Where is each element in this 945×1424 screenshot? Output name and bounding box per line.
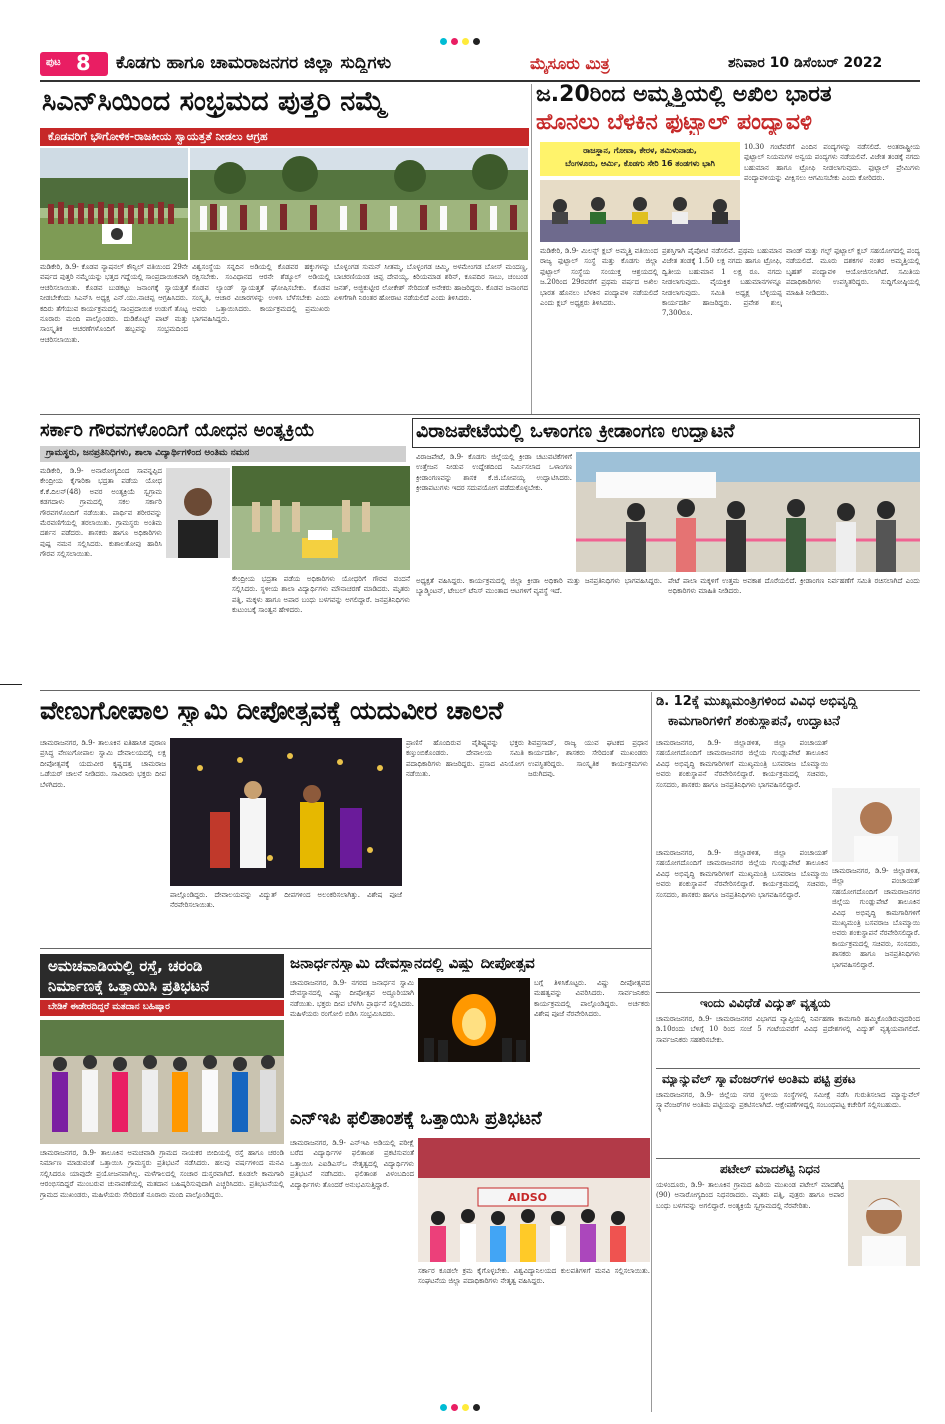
row-rule-6 [656,1158,920,1159]
a1-col-3: ಬೊಳ್ಳಂಗಡ ಸುಮನ್ ಸೀತಮ್ಮ, ಬೊಳ್ಳಂಗಡ ಚಿಮ್ಮಿ, ಅಳಮೇಂಗಡ ಬೋಸ್ ಮಂದಣ್ಣ, ಬಾಚರಣಿಯಂಡ ಚಿಪ್ಪ ದೇವಯ್ಯ, ಕಿರಿಯಮಾಡ ಶರಿನ್, ಕೂಪದಿರ ಸಾಬು, ಚಂಬಂಡ ಜನತ್, ಅಜ್ಜಿಕುಟ್ಟೀರ ಲೋಕೇಶ್ ಸೇರಿದಂತೆ ಅನೇಕರು ಹಾಜರಿದ್ದರು. ಕೊಡವ ಜನಾಂಗದ ಏಳಿಗೆಗಾಗಿ ನಿರಂತರ ಹೋರಾಟ ನಡೆಯಲಿದೆ ಎಂದು ತಿಳಿಸಿದರು. [334,263,528,303]
mark-black [473,1404,480,1411]
a11-body: ಚಾಮರಾಜನಗರ, ಡಿ.9- ಜಿಲ್ಲೆಯ ನಗರ ಸ್ಥಳೀಯ ಸಂಸ್ಥೆಗಳಲ್ಲಿ ಸಮೀಕ್ಷೆ ನಡೆಸಿ ಗುರುತಿಸಲಾದ ಮ್ಯಾನ್ಯುವೆಲ್ ಸ್ಕ್ಯಾವೆಂಜರ್‌ಗಳ ಅಂತಿಮ ಪಟ್ಟಿಯನ್ನು ಪ್ರಕಟಿಸಲಾಗಿದೆ. ಆಕ್ಷೇಪಣೆಗಳಿದ್ದಲ್ಲಿ ಸಂಬಂಧಪಟ್ಟ ಕಚೇರಿಗೆ ಸಲ್ಲಿಸಬಹುದು. [656,1091,920,1110]
a4-col-3: ಪೇಟೆ ಪಾಲಾ ಮಕ್ಕಳಿಗೆ ಉತ್ತಮ ಅವಕಾಶ ದೊರೆಯಲಿದೆ. ಕ್ರೀಡಾಂಗಣ ನಿರ್ವಹಣೆಗೆ ಸಮಿತಿ ರಚಿಸಲಾಗಿದೆ ಎಂದು ಅಧಿಕಾರಿಗಳು ಮಾಹಿತಿ ನೀಡಿದರು. [668,577,920,596]
a7-headline-2: ನಿರ್ಮಾಣಕ್ಕೆ ಒತ್ತಾಯಿಸಿ ಪ್ರತಿಭಟನೆ [48,977,210,995]
a2-col-4: ವಾಂಡ್ ಮತ್ತು ಗಲ್ಫ್ ಫುಟ್ಬಾಲ್ ಕ್ಲಬ್ ಸಹಯೋಗದಲ್ಲಿ ಪಂದ್ಯ ನಡೆಯಲಿದೆ. ಮೂರು ದಶಕಗಳ ನಂತರ ಅಮ್ಮತ್ತಿಯಲ್ಲಿ ಬೃಹತ್ ಪಂದ್ಯಾವಳಿ ಆಯೋಜಿಸಲಾಗಿದೆ. ಸಮಿತಿಯ ಪದಾಧಿಕಾರಿಗಳು ಉಪಸ್ಥಿತರಿದ್ದರು. ಸುದ್ದಿಗೋಷ್ಠಿಯಲ್ಲಿ ಮಾಹಿತಿ ನೀಡಿದರು. [786,247,920,297]
row-rule-5 [656,1068,920,1069]
page-label: ಪುಟ [46,57,61,68]
a7-band: ಬೇಡಿಕೆ ಈಡೇರದಿದ್ದರೆ ಮತದಾನ ಬಹಿಷ್ಕಾರ [40,1000,284,1016]
a5-col-4: ಶಿವಪ್ರಸಾದ್, ರಾಜ್ಯ ಯುವ ಘಟಕದ ಪ್ರಧಾನ ಕಾರ್ಯದರ್ಶಿ, ಶಾಸಕರು ಸೇರಿದಂತೆ ಮುಖಂಡರು ಉಪಸ್ಥಿತರಿದ್ದರು. ಸಾಂಸ್ಕೃತಿಕ ಕಾರ್ಯಕ್ರಮಗಳು ಜರುಗಿದವು. [528,739,648,779]
row-rule-4 [656,992,920,993]
a7-photo [40,1020,284,1144]
a12-headline: ಪಟೇಲ್ ಮಾದಶೆಟ್ಟಿ ನಿಧನ [720,1162,820,1176]
a5-headline: ವೇಣುಗೋಪಾಲ ಸ್ವಾಮಿ ದೀಪೋತ್ಸವಕ್ಕೆ ಯದುವೀರ ಚಾಲನೆ [40,696,504,725]
section-title: ಕೊಡಗು ಹಾಗೂ ಚಾಮರಾಜನಗರ ಜಿಲ್ಲಾ ಸುದ್ದಿಗಳು [116,53,392,73]
a7-body: ಚಾಮರಾಜನಗರ, ಡಿ.9- ತಾಲೂಕಿನ ಅಮಚವಾಡಿ ಗ್ರಾಮದ ನಾಯಕರ ಬೀದಿಯಲ್ಲಿ ರಸ್ತೆ ಹಾಗೂ ಚರಂಡಿ ನಿರ್ಮಾಣ ಮಾಡುವಂತೆ ಒತ್ತಾಯಿಸಿ ಗ್ರಾಮಸ್ಥರು ಪ್ರತಿಭಟನೆ ನಡೆಸಿದರು. ಹಲವು ವರ್ಷಗಳಿಂದ ಮನವಿ ಸಲ್ಲಿಸಿದರೂ ಯಾವುದೇ ಪ್ರಯೋಜನವಾಗಿಲ್ಲ. ಮಳೆಗಾಲದಲ್ಲಿ ಸಂಚಾರ ದುಸ್ತರವಾಗಿದೆ. ಕೂಡಲೇ ಕಾಮಗಾರಿ ಆರಂಭಿಸದಿದ್ದರೆ ಮುಂಬರುವ ಚುನಾವಣೆಯಲ್ಲಿ ಮತದಾನ ಬಹಿಷ್ಕರಿಸುವುದಾಗಿ ಎಚ್ಚರಿಸಿದರು. ಪ್ರತಿಭಟನೆಯಲ್ಲಿ ಗ್ರಾಮದ ಮುಖಂಡರು, ಮಹಿಳೆಯರು ಸೇರಿದಂತೆ ನೂರಾರು ಮಂದಿ ಪಾಲ್ಗೊಂಡಿದ್ದರು. [40,1149,284,1199]
page-number: 8 [76,51,91,75]
a4-photo-art [576,452,920,572]
a12-portrait [848,1180,920,1266]
a1-col-2: ವಿಶ್ವಸಂಸ್ಥೆಯ ಸನ್ನದಿನ ಅಡಿಯಲ್ಲಿ ಕೊಡವರ ಹಕ್ಕುಗಳನ್ನು ರಕ್ಷಿಸಬೇಕು. ಸಂವಿಧಾನದ ಆರನೇ ಶೆಡ್ಯೂಲ್ ಅಡಿಯಲ್ಲಿ ಕೊಡವ ಲ್ಯಾಂಡ್ ಸ್ವಾಯತ್ತತೆ ಘೋಷಿಸಬೇಕು. ಕೊಡವ ಸಂಸ್ಕೃತಿ, ಆಚಾರ ವಿಚಾರಗಳನ್ನು ಉಳಿಸಿ ಬೆಳೆಸಬೇಕು ಎಂದು ಅವರು ಒತ್ತಾಯಿಸಿದರು. ಕಾರ್ಯಕ್ರಮದಲ್ಲಿ ಪ್ರಮುಖರು ಭಾಗವಹಿಸಿದ್ದರು. [192,263,330,324]
a7-photo-art [40,1020,284,1144]
a6-body-cont-2: ಚಾಮರಾಜನಗರ, ಡಿ.9- ಜಿಲ್ಲಾಡಳಿತ, ಜಿಲ್ಲಾ ಪಂಚಾಯತ್ ಸಹಯೋಗದೊಂದಿಗೆ ಚಾಮರಾಜನಗರ ಜಿಲ್ಲೆಯ ಗುಂಡ್ಲುಪೇಟೆ ತಾಲೂಕಿನ ವಿವಿಧ ಅಭಿವೃದ್ಧಿ ಕಾಮಗಾರಿಗಳಿಗೆ ಮುಖ್ಯಮಂತ್ರಿ ಬಸವರಾಜ ಬೊಮ್ಮಾಯಿ ಅವರು ಶಂಕುಸ್ಥಾಪನೆ ನೆರವೇರಿಸಲಿದ್ದಾರೆ. ಕಾರ್ಯಕ್ರಮದಲ್ಲಿ ಸಚಿವರು, ಸಂಸದರು, ಶಾಸಕರು ಹಾಗೂ ಜನಪ್ರತಿನಿಧಿಗಳು ಭಾಗವಹಿಸಲಿದ್ದಾರೆ. [832,867,920,969]
a2-col-2: ಮಡಿಕೇರಿ, ಡಿ.9- ಮಿಲನ್ಸ್ ಕ್ಲಬ್ ಅಮ್ಮತ್ತಿ ವತಿಯಿಂದ ರಾಜ್ಯ ಫುಟ್ಬಾಲ್ ಸಂಸ್ಥೆ ಮತ್ತು ಕೊಡಗು ಜಿಲ್ಲಾ ಫುಟ್ಬಾಲ್ ಸಂಸ್ಥೆಯ ಸಂಯುಕ್ತ ಆಶ್ರಯದಲ್ಲಿ ಜ.20ರಿಂದ 29ರವರೆಗೆ ಪ್ರಥಮ ವರ್ಷದ ಅಖಿಲ ಭಾರತ ಹೊನಲು ಬೆಳಕಿನ ಪಂದ್ಯಾವಳಿ ನಡೆಯಲಿದೆ ಎಂದು ಕ್ಲಬ್ ಅಧ್ಯಕ್ಷರು ತಿಳಿಸಿದರು. [540,247,658,308]
a7-headline-1: ಅಮಚವಾಡಿಯಲ್ಲಿ ರಸ್ತೆ, ಚರಂಡಿ [48,957,203,975]
a12-portrait-art [848,1180,920,1266]
column-divider-2 [651,692,652,1412]
a2-photo [540,180,740,242]
mark-yellow [462,1404,469,1411]
a3-headline: ಸರ್ಕಾರಿ ಗೌರವಗಳೊಂದಿಗೆ ಯೋಧನ ಅಂತ್ಯಕ್ರಿಯೆ [40,420,315,441]
a6-body-cont: ಚಾಮರಾಜನಗರ, ಡಿ.9- ಜಿಲ್ಲಾಡಳಿತ, ಜಿಲ್ಲಾ ಪಂಚಾಯತ್ ಸಹಯೋಗದೊಂದಿಗೆ ಚಾಮರಾಜನಗರ ಜಿಲ್ಲೆಯ ಗುಂಡ್ಲುಪೇಟೆ ತಾಲೂಕಿನ ವಿವಿಧ ಅಭಿವೃದ್ಧಿ ಕಾಮಗಾರಿಗಳಿಗೆ ಮುಖ್ಯಮಂತ್ರಿ ಬಸವರಾಜ ಬೊಮ್ಮಾಯಿ ಅವರು ಶಂಕುಸ್ಥಾಪನೆ ನೆರವೇರಿಸಲಿದ್ದಾರೆ. ಕಾರ್ಯಕ್ರಮದಲ್ಲಿ ಸಚಿವರು, ಸಂಸದರು, ಶಾಸಕರು ಹಾಗೂ ಜನಪ್ರತಿನಿಧಿಗಳು ಭಾಗವಹಿಸಲಿದ್ದಾರೆ. [656,849,828,899]
a11-headline: ಮ್ಯಾನ್ಯುವೆಲ್ ಸ್ಕ್ಯಾವೆಂಜರ್‌ಗಳ ಅಂತಿಮ ಪಟ್ಟಿ ಪ್ರಕಟ [662,1072,856,1086]
a9-photo-sign: AIDSO [508,1191,548,1204]
mark-cyan-top [440,38,447,45]
column-divider [531,84,532,414]
a3-portrait [166,468,230,558]
a4-col-2: ಅಧ್ಯಕ್ಷತೆ ವಹಿಸಿದ್ದರು. ಕಾರ್ಯಕ್ರಮದಲ್ಲಿ ಜಿಲ್ಲಾ ಕ್ರೀಡಾ ಅಧಿಕಾರಿ ಮತ್ತು ಜನಪ್ರತಿನಿಧಿಗಳು ಭಾಗವಹಿಸಿದ್ದರು. ಬ್ಯಾಡ್ಮಿಂಟನ್, ಟೇಬಲ್ ಟೆನಿಸ್ ಮುಂತಾದ ಆಟಗಳಿಗೆ ವ್ಯವಸ್ಥೆ ಇದೆ. [416,577,662,596]
mark-cyan [440,1404,447,1411]
a5-photo-art [170,738,402,886]
row-rule-1 [40,414,920,415]
a9-col-2: ಸರ್ಕಾರ ಕೂಡಲೇ ಕ್ರಮ ಕೈಗೊಳ್ಳಬೇಕು. ವಿಶ್ವವಿದ್ಯಾನಿಲಯದ ಕುಲಪತಿಗಳಿಗೆ ಮನವಿ ಸಲ್ಲಿಸಲಾಯಿತು. ಸಂಘಟನೆಯ ಜಿಲ್ಲಾ ಪದಾಧಿಕಾರಿಗಳು ನೇತೃತ್ವ ವಹಿಸಿದ್ದರು. [418,1267,650,1286]
a5-col-2: ಪಾಲ್ಗೊಂಡಿದ್ದರು. ದೇವಾಲಯವನ್ನು ವಿದ್ಯುತ್ ದೀಪಗಳಿಂದ ಅಲಂಕರಿಸಲಾಗಿತ್ತು. ವಿಶೇಷ ಪೂಜೆ ನೆರವೇರಿಸಲಾಯಿತು. [170,891,402,910]
a10-headline: ಇಂದು ವಿವಿಧೆಡೆ ವಿದ್ಯುತ್ ವ್ಯತ್ಯಯ [700,996,831,1010]
a2-col-3: ಪ್ರಶಸ್ತಿಗಾಗಿ ಪೈಪೋಟಿ ನಡೆಸಲಿವೆ. ಪ್ರಥಮ ಬಹುಮಾನ ವಿಜೇತ ತಂಡಕ್ಕೆ 1.50 ಲಕ್ಷ ನಗದು ಹಾಗೂ ಟ್ರೋಫಿ, ದ್ವಿತೀಯ ಬಹುಮಾನ 1 ಲಕ್ಷ ರೂ. ನಗದು ನೀಡಲಾಗುವುದು. ವೈಯಕ್ತಿಕ ಬಹುಮಾನಗಳನ್ನೂ ನೀಡಲಾಗುವುದು. ಸಮಿತಿ ಅಧ್ಯಕ್ಷ ಬೆಳ್ಳಿಯಪ್ಪ ಕಾರ್ಯದರ್ಶಿ ಹಾಜರಿದ್ದರು. ಪ್ರವೇಶ ಶುಲ್ಕ 7,300ರೂ. [662,247,782,318]
a2-band [540,142,740,176]
a6-headline-1: ಡಿ. 12ಕ್ಕೆ ಮುಖ್ಯಮಂತ್ರಿಗಳಿಂದ ವಿವಿಧ ಅಭಿವೃದ್ಧಿ [656,694,858,709]
a3-band: ಗ್ರಾಮಸ್ಥರು, ಜನಪ್ರತಿನಿಧಿಗಳು, ಶಾಲಾ ವಿದ್ಯಾರ್ಥಿಗಳಿಂದ ಅಂತಿಮ ನಮನ [40,446,406,462]
a4-headline-box [412,418,920,448]
a10-body: ಚಾಮರಾಜನಗರ, ಡಿ.9- ಚಾಮರಾಜನಗರ ವಿಭಾಗದ ವ್ಯಾಪ್ತಿಯಲ್ಲಿ ನಿರ್ವಹಣಾ ಕಾಮಗಾರಿ ಹಮ್ಮಿಕೊಂಡಿರುವುದರಿಂದ ಡಿ.10ರಂದು ಬೆಳಿಗ್ಗೆ 10 ರಿಂದ ಸಂಜೆ 5 ಗಂಟೆಯವರೆಗೆ ವಿವಿಧ ಪ್ರದೇಶಗಳಲ್ಲಿ ವಿದ್ಯುತ್ ವ್ಯತ್ಯಯವಾಗಲಿದೆ. ಸಾರ್ವಜನಿಕರು ಸಹಕರಿಸಬೇಕು. [656,1015,920,1044]
a12-body: ಯಳಂದೂರು, ಡಿ.9- ತಾಲೂಕಿನ ಗ್ರಾಮದ ಹಿರಿಯ ಮುಖಂಡ ಪಟೇಲ್ ಮಾದಶೆಟ್ಟಿ (90) ಅನಾರೋಗ್ಯದಿಂದ ನಿಧನರಾದರು. ಮೃತರು ಪತ್ನಿ, ಪುತ್ರರು ಹಾಗೂ ಅಪಾರ ಬಂಧು ಬಳಗವನ್ನು ಅಗಲಿದ್ದಾರೆ. ಅಂತ್ಯಕ್ರಿಯೆ ಸ್ವಗ್ರಾಮದಲ್ಲಿ ನೆರವೇರಿತು. [656,1181,844,1210]
a2-headline-2: ಹೊನಲು ಬೆಳಕಿನ ಫುಟ್ಬಾಲ್ ಪಂದ್ಯಾವಳಿ [536,110,812,135]
a6-portrait [832,788,920,862]
a6-body: ಚಾಮರಾಜನಗರ, ಡಿ.9- ಜಿಲ್ಲಾಡಳಿತ, ಜಿಲ್ಲಾ ಪಂಚಾಯತ್ ಸಹಯೋಗದೊಂದಿಗೆ ಚಾಮರಾಜನಗರ ಜಿಲ್ಲೆಯ ಗುಂಡ್ಲುಪೇಟೆ ತಾಲೂಕಿನ ವಿವಿಧ ಅಭಿವೃದ್ಧಿ ಕಾಮಗಾರಿಗಳಿಗೆ ಮುಖ್ಯಮಂತ್ರಿ ಬಸವರಾಜ ಬೊಮ್ಮಾಯಿ ಅವರು ಶಂಕುಸ್ಥಾಪನೆ ನೆರವೇರಿಸಲಿದ್ದಾರೆ. ಕಾರ್ಯಕ್ರಮದಲ್ಲಿ ಸಚಿವರು, ಸಂಸದರು, ಶಾಸಕರು ಹಾಗೂ ಜನಪ್ರತಿನಿಧಿಗಳು ಭಾಗವಹಿಸಲಿದ್ದಾರೆ. [656,739,828,789]
a6-portrait-art [832,788,920,862]
print-marks-top [440,38,480,45]
a3-photo [232,466,410,570]
a8-photo [418,978,530,1062]
a2-band-line-1: ರಾಜಸ್ಥಾನ, ಗೋವಾ, ಕೇರಳ, ತಮಿಳುನಾಡು, [583,146,697,155]
print-marks-bottom [440,1404,480,1411]
a5-col-3: ಪ್ರಾಣಿಸೆ ಹೊಂದಿರುವ ವೈಶಿಷ್ಟ್ಯವನ್ನು ಭಕ್ತರು ಕಣ್ತುಂಬಿಕೊಂಡರು. ದೇವಾಲಯ ಸಮಿತಿ ಪದಾಧಿಕಾರಿಗಳು ಹಾಜರಿದ್ದರು. ಪ್ರಸಾದ ವಿನಿಯೋಗ ನಡೆಯಿತು. [406,739,524,779]
a1-col-1: ಮಡಿಕೇರಿ, ಡಿ.9- ಕೊಡವ ನ್ಯಾಷನಲ್ ಕೌನ್ಸಿಲ್ ವತಿಯಿಂದ 29ನೇ ವರ್ಷದ ಪುತ್ತರಿ ನಮ್ಮೆಯನ್ನು ಭತ್ತದ ಗದ್ದೆಯಲ್ಲಿ ಸಾಂಪ್ರದಾಯಿಕವಾಗಿ ಆಚರಿಸಲಾಯಿತು. ಕೊಡವ ಬುಡಕಟ್ಟು ಜನಾಂಗಕ್ಕೆ ಸ್ವಾಯತ್ತತೆ ನೀಡಬೇಕೆಂದು ಸಿಎನ್‌ಸಿ ಅಧ್ಯಕ್ಷ ಎನ್.ಯು.ನಾಚಪ್ಪ ಆಗ್ರಹಿಸಿದರು. ಕದಿರು ತೆಗೆಯುವ ಕಾರ್ಯಕ್ರಮದಲ್ಲಿ ಸಾಂಪ್ರದಾಯಿಕ ಉಡುಗೆ ತೊಟ್ಟ ನೂರಾರು ಮಂದಿ ಪಾಲ್ಗೊಂಡರು. ದುಡಿಕೊಟ್ಟ್ ಪಾಟ್ ಮತ್ತು ಸಾಂಸ್ಕೃತಿಕ ಆಚರಣೆಗಳೊಂದಿಗೆ ಹಬ್ಬವನ್ನು ಸಂಭ್ರಮದಿಂದ ಆಚರಿಸಲಾಯಿತು. [40,263,188,344]
a8-col-2: ಬಗ್ಗೆ ತಿಳಿಸಿಕೊಟ್ಟರು. ವಿಷ್ಣು ದೀಪೋತ್ಸವದ ಮಹತ್ವವನ್ನು ವಿವರಿಸಿದರು. ಸಾರ್ವಜನಿಕರು ಕಾರ್ಯಕ್ರಮದಲ್ಲಿ ಪಾಲ್ಗೊಂಡಿದ್ದರು. ಅರ್ಚಕರು ವಿಶೇಷ ಪೂಜೆ ನೆರವೇರಿಸಿದರು. [534,979,650,1019]
a2-photo-art [540,180,740,242]
a8-col-1: ಚಾಮರಾಜನಗರ, ಡಿ.9- ನಗರದ ಜನಾರ್ಧನ ಸ್ವಾಮಿ ದೇವಸ್ಥಾನದಲ್ಲಿ ವಿಷ್ಣು ದೀಪೋತ್ಸವ ಅದ್ದೂರಿಯಾಗಿ ನಡೆಯಿತು. ಭಕ್ತರು ದೀಪ ಬೆಳಗಿಸಿ ಪ್ರಾರ್ಥನೆ ಸಲ್ಲಿಸಿದರು. ಮಹಿಳೆಯರು ರಂಗೋಲಿ ಬಿಡಿಸಿ ಸಂಭ್ರಮಿಸಿದರು. [290,979,414,1019]
row-rule-3 [40,948,651,949]
a2-col-1: 10.30 ಗಂಟೆವರೆಗೆ ಎಂದಿನ ಪಂದ್ಯಗಳನ್ನು ನಡೆಸಲಿದೆ. ಅಂತರಾಷ್ಟ್ರೀಯ ಫುಟ್ಬಾಲ್ ನಿಯಮಗಳ ಅನ್ವಯ ಪಂದ್ಯಗಳು ನಡೆಯಲಿವೆ. ವಿಜೇತ ತಂಡಕ್ಕೆ ನಗದು ಬಹುಮಾನ ಹಾಗೂ ಟ್ರೋಫಿ ನೀಡಲಾಗುವುದು. ಫುಟ್ಬಾಲ್ ಪ್ರೇಮಿಗಳು ಪಂದ್ಯಾವಳಿಯನ್ನು ವೀಕ್ಷಿಸಲು ಆಗಮಿಸಬೇಕು ಎಂದು ಕೋರಿದರು. [744,143,920,183]
issue-date: ಶನಿವಾರ 10 ಡಿಸೆಂಬರ್ 2022 [728,55,883,71]
a1-headline: ಸಿಎನ್‌ಸಿಯಿಂದ ಸಂಭ್ರಮದ ಪುತ್ತರಿ ನಮ್ಮೆ [42,86,386,117]
a6-headline-2: ಕಾಮಗಾರಿಗಳಿಗೆ ಶಂಕುಸ್ಥಾಪನೆ, ಉದ್ಘಾಟನೆ [668,714,840,729]
a2-headline-1: ಜ.20ರಿಂದ ಅಮ್ಮತ್ತಿಯಲ್ಲಿ ಅಖಿಲ ಭಾರತ [536,82,832,107]
a3-col-2: ಕೇಂದ್ರೀಯ ಭದ್ರತಾ ಪಡೆಯ ಅಧಿಕಾರಿಗಳು ಯೋಧರಿಗೆ ಗೌರವ ವಂದನೆ ಸಲ್ಲಿಸಿದರು. ಸ್ಥಳೀಯ ಶಾಲಾ ವಿದ್ಯಾರ್ಥಿಗಳು ಮೌನಾಚರಣೆ ಮಾಡಿದರು. ಮೃತರು ಪತ್ನಿ, ಮಕ್ಕಳು ಹಾಗೂ ಅಪಾರ ಬಂಧು ಬಳಗವನ್ನು ಅಗಲಿದ್ದಾರೆ. ಜನಪ್ರತಿನಿಧಿಗಳು ಕುಟುಂಬಕ್ಕೆ ಸಾಂತ್ವನ ಹೇಳಿದರು. [232,575,410,615]
a1-photo-right [190,148,528,260]
a1-photo-right-art [190,148,528,260]
a3-portrait-art [166,468,230,558]
a2-band-line-2: ಬೆಂಗಳೂರು, ಆರ್ಮಿ, ಕೊಡಗು ಸೇರಿ 16 ತಂಡಗಳು ಭಾಗಿ [565,159,715,168]
a8-headline: ಜನಾರ್ಧನಸ್ವಾಮಿ ದೇವಸ್ಥಾನದಲ್ಲಿ ವಿಷ್ಣು ದೀಪೋತ್ಸವ [290,954,535,972]
a4-headline: ವಿರಾಜಪೇಟೆಯಲ್ಲಿ ಒಳಾಂಗಣ ಕ್ರೀಡಾಂಗಣ ಉದ್ಘಾಟನೆ [416,420,735,442]
mark-black-top [473,38,480,45]
a9-photo [418,1138,650,1262]
page-number-badge [40,52,108,76]
a7-header [40,954,284,998]
a1-photo-art [40,148,188,260]
mark-magenta [451,1404,458,1411]
a8-photo-art [418,978,530,1062]
masthead [40,50,920,78]
row-rule-2 [40,690,920,691]
a3-col-1: ಮಡಿಕೇರಿ, ಡಿ.9- ಅನಾರೋಗ್ಯದಿಂದ ಸಾವನ್ನಪ್ಪಿದ ಕೇಂದ್ರೀಯ ಕೈಗಾರಿಕಾ ಭದ್ರತಾ ಪಡೆಯ ಯೋಧ ಕೆ.ಕೆ.ದಿಲನ್(48) ಅವರ ಅಂತ್ಯಕ್ರಿಯೆ ಸ್ವಗ್ರಾಮ ಕಡಗದಾಳು ಗ್ರಾಮದಲ್ಲಿ ಸಕಲ ಸರ್ಕಾರಿ ಗೌರವಗಳೊಂದಿಗೆ ನಡೆಯಿತು. ಪಾರ್ಥಿವ ಶರೀರವನ್ನು ಮೆರವಣಿಗೆಯಲ್ಲಿ ತರಲಾಯಿತು. ಗ್ರಾಮಸ್ಥರು ಅಂತಿಮ ದರ್ಶನ ಪಡೆದರು. ಶಾಸಕರು ಹಾಗೂ ಅಧಿಕಾರಿಗಳು ಪುಷ್ಪ ನಮನ ಸಲ್ಲಿಸಿದರು. ಕುಶಾಲತೋಪು ಹಾರಿಸಿ ಗೌರವ ಸಲ್ಲಿಸಲಾಯಿತು. [40,467,162,559]
a1-photo [40,148,188,260]
a9-headline: ಎನ್‌ಇಪಿ ಫಲಿತಾಂಶಕ್ಕೆ ಒತ್ತಾಯಿಸಿ ಪ್ರತಿಭಟನೆ [290,1108,542,1129]
a5-photo [170,738,402,886]
a1-subhead-band: ಕೊಡವರಿಗೆ ಭೌಗೋಳಿಕ-ರಾಜಕೀಯ ಸ್ವಾಯತ್ತತೆ ನೀಡಲು ಆಗ್ರಹ [40,128,529,146]
a4-col-1: ವಿರಾಜಪೇಟೆ, ಡಿ.9- ಕೊಡಗು ಜಿಲ್ಲೆಯಲ್ಲಿ ಕ್ರೀಡಾ ಚಟುವಟಿಕೆಗಳಿಗೆ ಉತ್ತೇಜನ ನೀಡುವ ಉದ್ದೇಶದಿಂದ ನಿರ್ಮಿಸಲಾದ ಒಳಾಂಗಣ ಕ್ರೀಡಾಂಗಣವನ್ನು ಶಾಸಕ ಕೆ.ಜಿ.ಬೋಪಯ್ಯ ಉದ್ಘಾಟಿಸಿದರು. ಕ್ರೀಡಾಪಟುಗಳು ಇದರ ಸದುಪಯೋಗ ಪಡೆದುಕೊಳ್ಳಬೇಕು. [416,453,572,493]
a9-col-1: ಚಾಮರಾಜನಗರ, ಡಿ.9- ಎನ್‌ಇಪಿ ಅಡಿಯಲ್ಲಿ ಪರೀಕ್ಷೆ ಬರೆದ ವಿದ್ಯಾರ್ಥಿಗಳ ಫಲಿತಾಂಶ ಪ್ರಕಟಿಸುವಂತೆ ಒತ್ತಾಯಿಸಿ ಎಐಡಿಎಸ್‌ಒ ನೇತೃತ್ವದಲ್ಲಿ ವಿದ್ಯಾರ್ಥಿಗಳು ಪ್ರತಿಭಟನೆ ನಡೆಸಿದರು. ಫಲಿತಾಂಶ ವಿಳಂಬದಿಂದ ವಿದ್ಯಾರ್ಥಿಗಳು ತೊಂದರೆ ಅನುಭವಿಸುತ್ತಿದ್ದಾರೆ. [290,1139,414,1189]
paper-name: ಮೈಸೂರು ಮಿತ್ರ [530,54,610,73]
mark-magenta-top [451,38,458,45]
a4-photo [576,452,920,572]
side-crop-mark [0,684,22,685]
mark-yellow-top [462,38,469,45]
a3-photo-art [232,466,410,570]
a5-col-1: ಚಾಮರಾಜನಗರ, ಡಿ.9- ತಾಲೂಕಿನ ಐತಿಹಾಸಿಕ ಪುರಾಣ ಪ್ರಸಿದ್ಧ ವೇಣುಗೋಪಾಲ ಸ್ವಾಮಿ ದೇವಾಲಯದಲ್ಲಿ ಲಕ್ಷ ದೀಪೋತ್ಸವಕ್ಕೆ ಯದುವೀರ ಕೃಷ್ಣದತ್ತ ಚಾಮರಾಜ ಒಡೆಯರ್ ಚಾಲನೆ ನೀಡಿದರು. ಸಾವಿರಾರು ಭಕ್ತರು ದೀಪ ಬೆಳಗಿದರು. [40,739,166,789]
